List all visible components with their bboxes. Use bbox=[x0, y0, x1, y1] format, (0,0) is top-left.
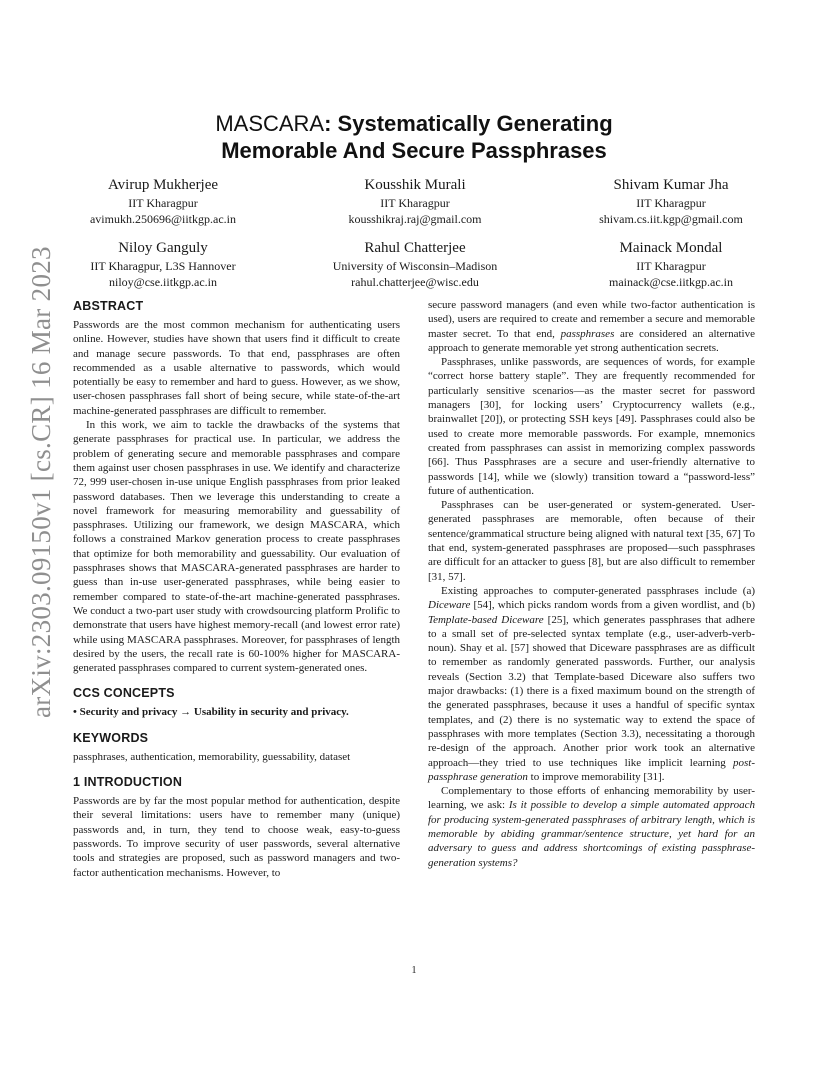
keywords-heading: KEYWORDS bbox=[73, 730, 149, 745]
author-affiliation: IIT Kharagpur bbox=[380, 196, 450, 210]
text-run: [54], which picks random words from a given wordlist, and (b) bbox=[470, 599, 755, 612]
author-email: shivam.cs.iit.kgp@gmail.com bbox=[599, 212, 743, 226]
author-2 bbox=[301, 175, 529, 227]
emphasis: Is it possible to develop a simple automated approach for producing system-generated passphrases of arbitrary length, which is memorable by abiding grammar/sentence structure, yet hard for an adversary to guess and address shortcomings of existing passphrase-generation systems? bbox=[428, 799, 755, 869]
author-name: Niloy Ganguly bbox=[118, 240, 208, 256]
title-system-name: MASCARA bbox=[215, 111, 325, 136]
right-paragraph-4 bbox=[428, 584, 755, 784]
author-affiliation: IIT Kharagpur, L3S Hannover bbox=[90, 259, 236, 273]
right-paragraph-1 bbox=[428, 298, 755, 355]
author-name: Kousshik Murali bbox=[364, 177, 466, 193]
author-affiliation: University of Wisconsin–Madison bbox=[332, 259, 498, 273]
emphasis: post-passphrase generation bbox=[428, 756, 755, 783]
emphasis: passphrases bbox=[560, 327, 615, 340]
right-paragraph-5 bbox=[428, 784, 755, 870]
author-5 bbox=[301, 238, 529, 290]
paper-title bbox=[0, 110, 828, 164]
author-affiliation: IIT Kharagpur bbox=[636, 259, 706, 273]
keywords-text: passphrases, authentication, memorability, guessability, dataset bbox=[73, 750, 351, 763]
text-run: Complementary to those efforts of enhancing memorability by user-learning, we ask: bbox=[428, 785, 755, 812]
author-3 bbox=[557, 175, 785, 227]
author-1 bbox=[49, 175, 277, 227]
author-email: niloy@cse.iitkgp.ac.in bbox=[108, 275, 218, 289]
right-column bbox=[428, 298, 755, 870]
author-4 bbox=[49, 238, 277, 290]
abstract-paragraph-2: In this work, we aim to tackle the drawbacks of the systems that generate passphrases for practical use. In particular, we address the problem of generating secure and memorable passphrases and compare them against user chosen passphrases in use. We identify and characterize 72, 999 user-chosen in-use unique English passphrases from prior leaked password databases. Then we leverage this understanding to create a novel framework for measuring memorability and guessability of passphrases. Utilizing our framework, we design MASCARA, which follows a constrained Markov generation process to create passphrases that optimize for both memorability and guessability. Our evaluation of passphrases shows that MASCARA-generated passphrases are harder to guess than in-use user-generated passphrases, while being easier to remember compared to state-of-the-art machine-generated passphrases. We conduct a two-part user study with crowdsourcing platform Prolific to demonstrate that users have highest memory-recall (and lowest error rate) while using MASCARA passphrases. Moreover, for passphrases of length desired by the users, the recall rate is 60-100% higher for MASCARA-generated passphrases compared to current system-generated ones. bbox=[73, 419, 400, 675]
author-email: kousshikraj.raj@gmail.com bbox=[348, 212, 482, 226]
text-run: [25], which generates passphrases that adhere to a small set of pre-selected syntax template (e.g., user-adverb-verb-noun). Shay et al. [57] showed that Diceware passphrases are as difficult to remember as randomly generated passwords. Further, our analysis reveals (Section 3.2) that Template-based Diceware also suffers two major drawbacks: (1) there is a fixed maximum bound on the strength of the generated passphrases, because it uses a handful of specific syntax templates, and (2) there is no systematic way to extend the space of passphrases with more templates (Section 3.3), necessitating a thorough re-design of the approach. Another prior work took an alternative approach—they tried to use techniques like implicit learning bbox=[428, 613, 755, 769]
page-number: 1 bbox=[411, 965, 417, 976]
text-run: to improve memorability [31]. bbox=[527, 770, 665, 783]
emphasis: Diceware bbox=[428, 599, 471, 612]
title-line1: : Systematically Generating bbox=[324, 111, 613, 136]
ccs-concepts bbox=[73, 705, 400, 719]
text-run: Existing approaches to computer-generated passphrases include (a) bbox=[441, 584, 755, 597]
author-email: avimukh.250696@iitkgp.ac.in bbox=[89, 212, 237, 226]
abstract-heading: ABSTRACT bbox=[73, 299, 144, 313]
intro-paragraph-1: Passwords are by far the most popular method for authentication, despite their several limitations: users have to remember many (unique) passwords and, in turn, they tend to choose weak, easy-to-guess passwords. To improve security of user passwords, several alternative tools and strategies are proposed, such as password managers and two-factor authentication mechanisms. However, to bbox=[73, 795, 400, 879]
right-paragraph-2: Passphrases, unlike passwords, are sequences of words, for example “correct horse battery staple”. They are frequently recommended for particularly sensitive scenarios—as the master secret for password managers [30], for locking users’ Cryptocurrency wallets (e.g., brainwallet [20]), or protecting SSH keys [49]. Passphrases could also be used to create more memorable passwords. For example, mnemonics created from passphrases can assist in memorizing complex passwords [66]. Thus Passphrases are a secure and user-friendly alternative to passwords [14], while we (slowly) transition toward a “password-less” future of authentication. bbox=[428, 356, 755, 497]
author-email: mainack@cse.iitkgp.ac.in bbox=[608, 275, 733, 289]
text-run: secure password managers (and even while two-factor authentication is used), users are required to create and remember a secure and memorable master secret. To that end, bbox=[428, 299, 755, 340]
author-name: Shivam Kumar Jha bbox=[613, 177, 729, 193]
author-name: Avirup Mukherjee bbox=[107, 177, 219, 193]
emphasis: Template-based Diceware bbox=[428, 613, 544, 626]
abstract-paragraph-1: Passwords are the most common mechanism for authenticating users online. However, studies have shown that users find it difficult to create and manage secure passwords. To that end, passphrases are often recommended as a usable alternative to passwords, which would potentially be easy to remember and hard to guess. However, as we show, user-chosen passphrases fall short of being secure, while state-of-the-art machine-generated passphrases are difficult to remember. bbox=[73, 319, 400, 417]
introduction-heading: 1 INTRODUCTION bbox=[73, 775, 183, 790]
author-affiliation: IIT Kharagpur bbox=[128, 196, 198, 210]
author-name: Mainack Mondal bbox=[619, 240, 723, 256]
arxiv-identifier: arXiv:2303.09150v1 [cs.CR] 16 Mar 2023 bbox=[26, 246, 56, 718]
ccs-heading: CCS CONCEPTS bbox=[73, 686, 175, 701]
left-column bbox=[73, 298, 400, 880]
author-6 bbox=[557, 238, 785, 290]
author-affiliation: IIT Kharagpur bbox=[636, 196, 706, 210]
text-run: are considered an alternative approach to generate memorable yet strong authentication secrets. bbox=[428, 327, 755, 354]
author-email: rahul.chatterjee@wisc.edu bbox=[351, 275, 479, 289]
author-name: Rahul Chatterjee bbox=[364, 240, 466, 256]
right-paragraph-3: Passphrases can be user-generated or system-generated. User-generated passphrases are memorable, often because of their sentence/grammatical structure being aligned with natural text [35, 67] To that end, system-generated passphrases are proposed—such passphrases are difficult for an attacker to guess [8], but are also difficult to remember [31, 57]. bbox=[428, 499, 755, 583]
title-line2: Memorable And Secure Passphrases bbox=[221, 138, 607, 163]
ccs-text: • Security and privacy → Usability in security and privacy. bbox=[73, 706, 349, 719]
